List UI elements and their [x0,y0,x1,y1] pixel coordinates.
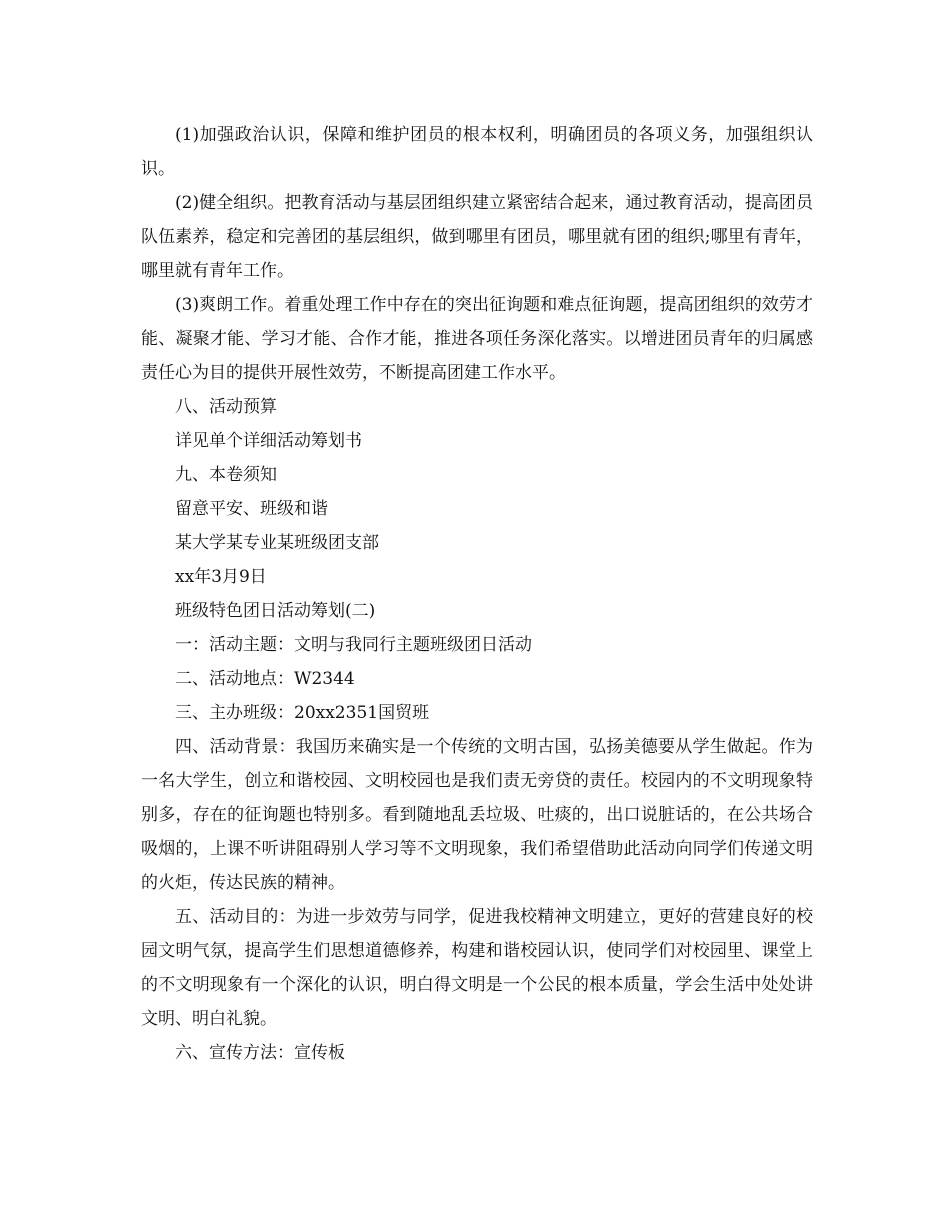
activity-theme: 一：活动主题：文明与我同行主题班级团日活动 [175,635,532,655]
paragraph-3: (3)爽朗工作。着重处理工作中存在的突出征询题和难点征询题，提高团组织的效劳才能、凝聚才能、学习才能、合作才能，推进各项任务深化落实。以增进团员青年的归属感责任心为目的提供开展性效劳，不断提高团建工作水平。 [141,295,813,383]
host-class: 三、主办班级：20xx2351国贸班 [175,703,430,723]
activity-location: 二、活动地点：W2344 [175,669,355,689]
budget-detail: 详见单个详细活动筹划书 [175,431,362,451]
paragraph-2: (2)健全组织。把教育活动与基层团组织建立紧密结合起来，通过教育活动，提高团员队伍素养，稳定和完善团的基层组织，做到哪里有团员，哪里就有团的组织;哪里有青年，哪里就有青年工作。 [141,193,813,281]
date-line: xx年3月9日 [175,567,267,587]
heading-budget: 八、活动预算 [175,397,277,417]
paragraph-purpose: 五、活动目的：为进一步效劳与同学，促进我校精神文明建立，更好的营建良好的校园文明气氛，提高学生们思想道德修养，构建和谐校园认识，使同学们对校园里、课堂上的不文明现象有一个深化的认识，明白得文明是一个公民的根本质量，学会生活中处处讲文明、明白礼貌。 [141,907,813,1029]
document-body [141,118,813,1070]
publicity-method: 六、宣传方法：宣传板 [175,1043,345,1063]
heading-notice: 九、本卷须知 [175,465,277,485]
notice-detail: 留意平安、班级和谐 [175,499,328,519]
section-title: 班级特色团日活动筹划(二) [175,601,376,621]
paragraph-1: (1)加强政治认识，保障和维护团员的根本权利，明确团员的各项义务，加强组织认识。 [141,125,813,179]
organizer: 某大学某专业某班级团支部 [175,533,379,553]
paragraph-background: 四、活动背景：我国历来确实是一个传统的文明古国，弘扬美德要从学生做起。作为一名大学生，创立和谐校园、文明校园也是我们责无旁贷的责任。校园内的不文明现象特别多，存在的征询题也特别多。看到随地乱丢垃圾、吐痰的，出口说脏话的，在公共场合吸烟的，上课不听讲阻碍别人学习等不文明现象，我们希望借助此活动向同学们传递文明的火炬，传达民族的精神。 [141,737,813,893]
